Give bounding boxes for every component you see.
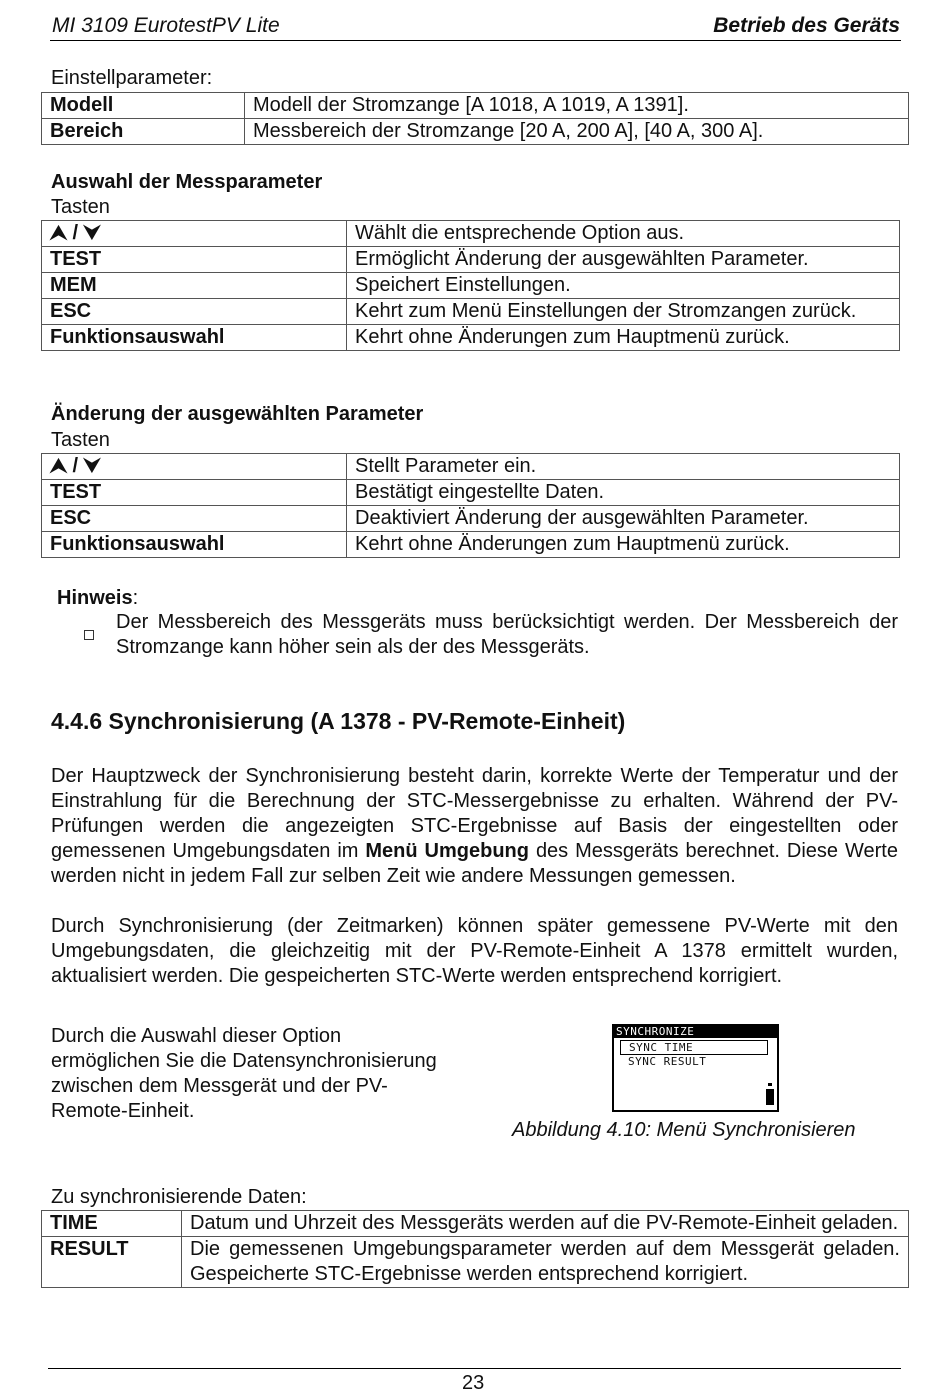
bullet-icon [84, 623, 94, 646]
note-label: Hinweis [57, 587, 133, 609]
key-test: TEST [42, 480, 347, 506]
sync-data-table [41, 1210, 909, 1288]
sync-paragraph-1 [51, 764, 898, 889]
note-text: Der Messbereich des Messgeräts muss berücksichtigt werden. Der Messbereich der Stromzange kann höher sein als der des Messgeräts. [116, 611, 898, 658]
data-key-result: RESULT [42, 1237, 182, 1288]
key-function-select: Funktionsauswahl [42, 325, 347, 351]
section-title: Betrieb des Geräts [713, 14, 900, 37]
note-heading: Hinweis: [57, 587, 139, 609]
key-mem: MEM [42, 273, 347, 299]
key-description: Kehrt ohne Änderungen zum Hauptmenü zurück. [347, 325, 900, 351]
selection-keys-label: Tasten [51, 196, 110, 218]
key-description: Bestätigt eingestellte Daten. [347, 480, 900, 506]
param-key: Modell [42, 93, 245, 119]
figure-caption: Abbildung 4.10: Menü Synchronisieren [512, 1119, 856, 1141]
data-description: Datum und Uhrzeit des Messgeräts werden auf die PV-Remote-Einheit geladen. [182, 1211, 909, 1237]
key-description: Kehrt ohne Änderungen zum Hauptmenü zurück. [347, 532, 900, 558]
key-description: Ermöglicht Änderung der ausgewählten Parameter. [347, 247, 900, 273]
screen-title: SYNCHRONIZE [614, 1026, 777, 1038]
table-row [42, 480, 900, 506]
data-intro: Zu synchronisierende Daten: [51, 1186, 307, 1208]
table-row [42, 325, 900, 351]
option-text-line: Durch die Auswahl dieser Option [51, 1025, 342, 1047]
key-test: TEST [42, 247, 347, 273]
menu-item-sync-result[interactable]: SYNC RESULT [628, 1055, 707, 1068]
table-row [42, 299, 900, 325]
param-value: Messbereich der Stromzange [20 A, 200 A], [40 A, 300 A]. [245, 119, 909, 145]
option-text-line: ermöglichen Sie die Datensynchronisierung [51, 1050, 437, 1072]
table-row [42, 93, 909, 119]
settings-intro: Einstellparameter: [51, 67, 213, 89]
footer-divider [48, 1368, 901, 1369]
key-description: Kehrt zum Menü Einstellungen der Stromzangen zurück. [347, 299, 900, 325]
param-value: Modell der Stromzange [A 1018, A 1019, A 1391]. [245, 93, 909, 119]
table-row [42, 119, 909, 145]
key-description: Stellt Parameter ein. [347, 454, 900, 480]
settings-table [41, 92, 909, 145]
table-row [42, 454, 900, 480]
key-description: Wählt die entsprechende Option aus. [347, 221, 900, 247]
key-up-down: ⮝ / ⮟ [42, 454, 347, 480]
table-row [42, 221, 900, 247]
key-esc: ESC [42, 506, 347, 532]
data-description: Die gemessenen Umgebungsparameter werden auf dem Messgerät geladen. Gespeicherte STC-Ergebnisse werden entsprechend korrigiert. [182, 1237, 909, 1288]
device-screen [612, 1024, 779, 1112]
key-description: Speichert Einstellungen. [347, 273, 900, 299]
table-row [42, 1211, 909, 1237]
key-function-select: Funktionsauswahl [42, 532, 347, 558]
page-number: 23 [462, 1372, 485, 1394]
table-row [42, 532, 900, 558]
sync-text: Der Hauptzweck der Synchronisierung besteht darin, korrekte Werte der Temperatur und der Einstrahlung für die Berechnung der STC-Messergebnisse zu erhalten. Während der PV-Prüfungen werden die angezeigten STC-Ergebnisse auf Basis der eingestellten oder gemessenen Umgebungsdaten im [51, 765, 898, 862]
table-row [42, 1237, 909, 1288]
change-heading: Änderung der ausgewählten Parameter [51, 403, 424, 425]
table-row [42, 273, 900, 299]
sync-paragraph-2: Durch Synchronisierung (der Zeitmarken) können später gemessene PV-Werte mit den Umgebungsdaten, die gleichzeitig mit der PV-Remote-Einheit A 1378 ermittelt wurden, aktualisiert werden. Die gespeicherten STC-Werte werden entsprechend korrigiert. [51, 915, 898, 987]
option-text-line: Remote-Einheit. [51, 1100, 195, 1122]
menu-item-sync-time[interactable]: SYNC TIME [620, 1040, 768, 1055]
selection-table [41, 220, 900, 351]
table-row [42, 247, 900, 273]
data-key-time: TIME [42, 1211, 182, 1237]
section-heading: 4.4.6 Synchronisierung (A 1378 - PV-Remote-Einheit) [51, 708, 626, 734]
param-key: Bereich [42, 119, 245, 145]
document-title: MI 3109 EurotestPV Lite [52, 14, 280, 37]
change-table [41, 453, 900, 558]
key-description: Deaktiviert Änderung der ausgewählten Parameter. [347, 506, 900, 532]
option-text-line: zwischen dem Messgerät und der PV- [51, 1075, 388, 1097]
battery-icon [765, 1083, 775, 1108]
key-esc: ESC [42, 299, 347, 325]
menu-environment-term: Menü Umgebung [365, 840, 529, 862]
key-up-down: ⮝ / ⮟ [42, 221, 347, 247]
header-divider [50, 40, 901, 41]
sync-text: des Messgeräts berechnet. Diese Werte werden nicht in jedem Fall zur selben Zeit wie andere Messungen gemessen. [51, 840, 898, 887]
selection-heading: Auswahl der Messparameter [51, 171, 323, 193]
table-row [42, 506, 900, 532]
change-keys-label: Tasten [51, 429, 110, 451]
